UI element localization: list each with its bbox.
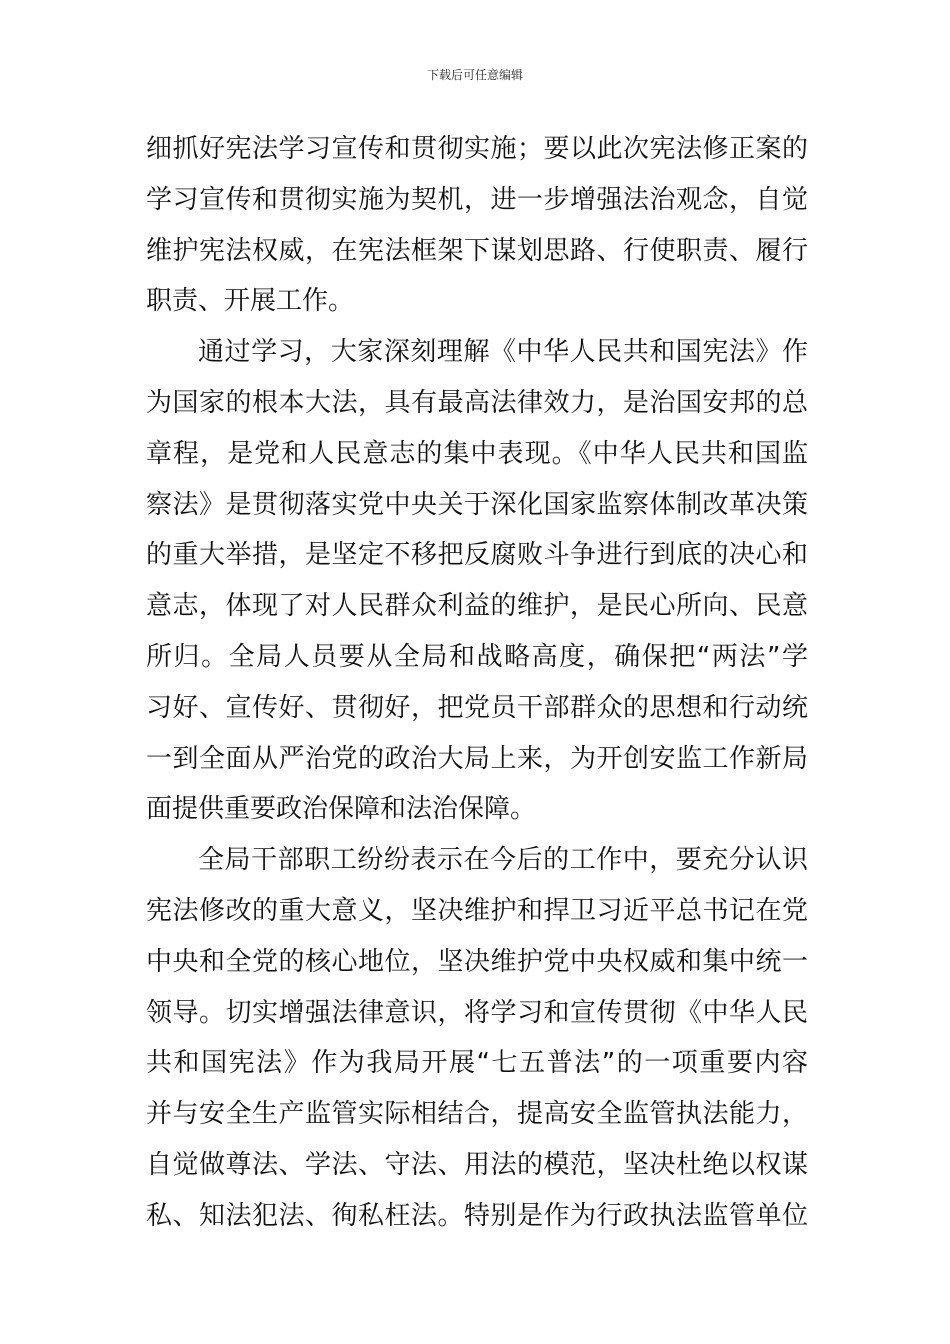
text-line: 察法》是贯彻落实党中央关于深化国家监察体制改革决策	[146, 489, 808, 520]
body-text	[146, 124, 808, 1242]
text-line: 章程，是党和人民意志的集中表现。《中华人民共和国监	[146, 438, 808, 469]
text-line: 宪法修改的重大意义，坚决维护和捍卫习近平总书记在党	[146, 895, 808, 926]
text-line: 为国家的根本大法，具有最高法律效力，是治国安邦的总	[146, 387, 808, 418]
text-line: 面提供重要政治保障和法治保障。	[146, 794, 537, 825]
text-line: 一到全面从严治党的政治大局上来，为开创安监工作新局	[146, 743, 808, 774]
text-line: 所归。全局人员要从全局和战略高度，确保把“两法”学	[146, 641, 808, 672]
text-line: 的重大举措，是坚定不移把反腐败斗争进行到底的决心和	[146, 540, 808, 571]
text-line: 维护宪法权威，在宪法框架下谋划思路、行使职责、履行	[146, 235, 808, 266]
text-line: 中央和全党的核心地位，坚决维护党中央权威和集中统一	[146, 946, 808, 977]
text-line: 职责、开展工作。	[146, 286, 355, 317]
text-line: 自觉做尊法、学法、守法、用法的模范，坚决杜绝以权谋	[146, 1149, 808, 1180]
text-line: 共和国宪法》作为我局开展“七五普法”的一项重要内容	[146, 1048, 808, 1079]
text-line: 并与安全生产监管实际相结合，提高安全监管执法能力，	[146, 1099, 808, 1130]
text-line: 私、知法犯法、徇私枉法。特别是作为行政执法监管单位	[146, 1200, 808, 1231]
paragraph-first-line: 通过学习，大家深刻理解《中华人民共和国宪法》作	[198, 337, 808, 368]
text-line: 习好、宣传好、贯彻好，把党员干部群众的思想和行动统	[146, 692, 808, 723]
page-header: 下载后可任意编辑	[426, 68, 523, 82]
paragraph-first-line: 全局干部职工纷纷表示在今后的工作中，要充分认识	[198, 845, 808, 876]
text-line: 细抓好宪法学习宣传和贯彻实施；要以此次宪法修正案的	[146, 134, 808, 164]
text-line: 学习宣传和贯彻实施为契机，进一步增强法治观念，自觉	[146, 184, 808, 215]
text-line: 意志，体现了对人民群众利益的维护，是民心所向、民意	[146, 591, 808, 622]
text-line: 领导。切实增强法律意识，将学习和宣传贯彻《中华人民	[146, 997, 808, 1028]
